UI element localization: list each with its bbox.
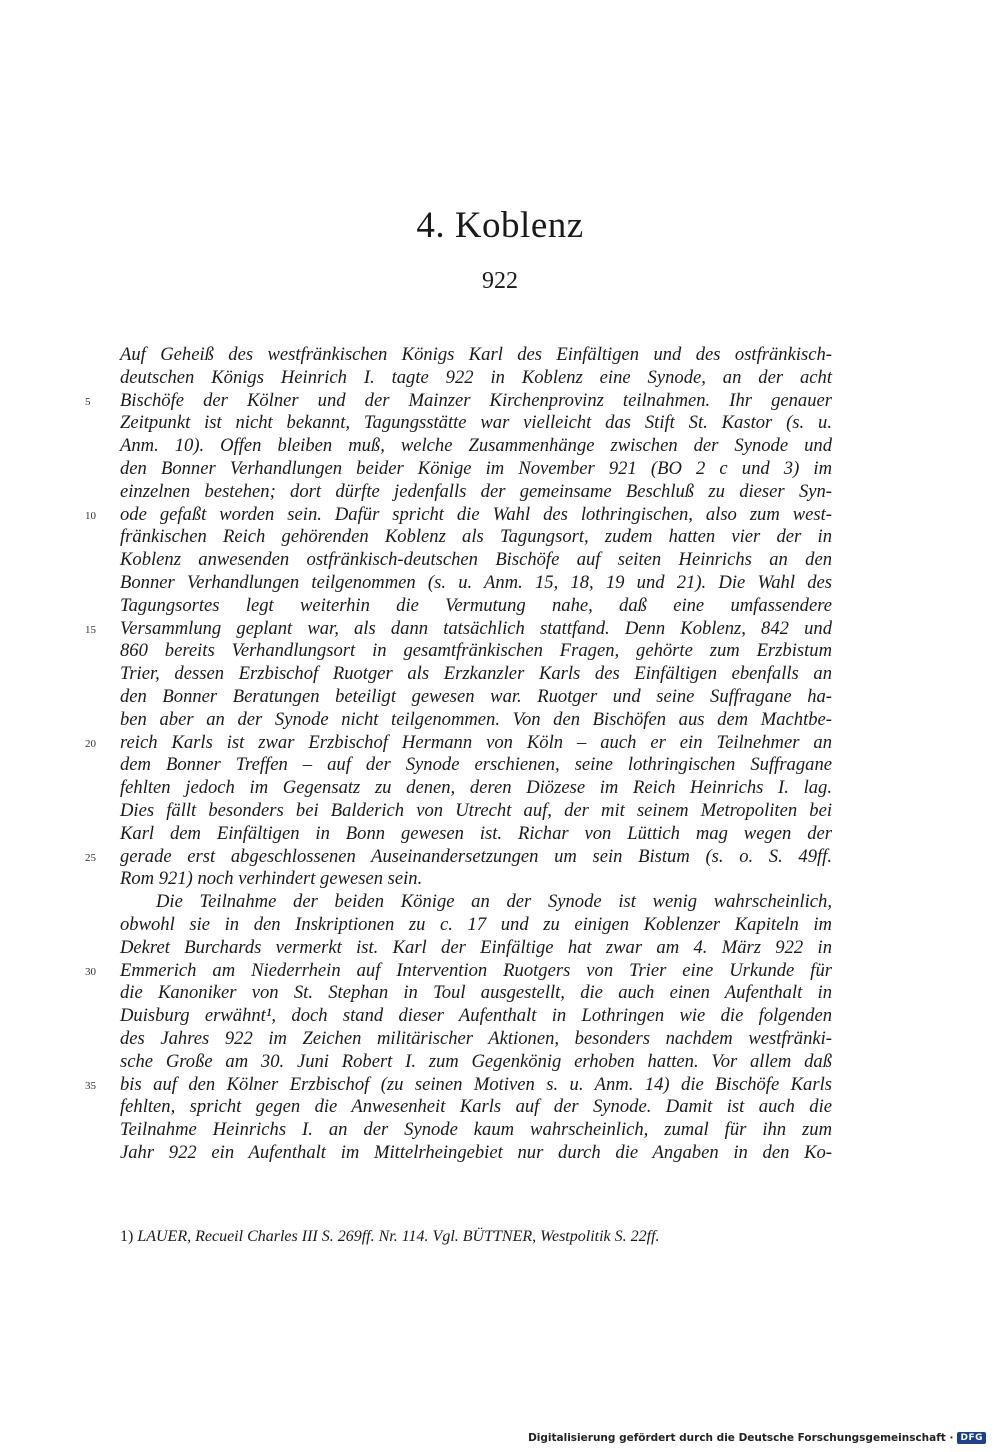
body-line: Auf Geheiß des westfränkischen Königs Karl des Einfältigen und des ostfränkisch- (120, 344, 832, 365)
chapter-year: 922 (482, 268, 518, 294)
body-line: einzelnen bestehen; dort dürfte jedenfalls der gemeinsame Beschluß zu dieser Syn- (120, 480, 832, 502)
body-line: gerade erst abgeschlossenen Auseinandersetzungen um sein Bistum (s. o. S. 49ff. (120, 845, 832, 867)
line-number: 30 (85, 965, 96, 978)
body-line: reich Karls ist zwar Erzbischof Hermann von Köln – auch er ein Teilnehmer an (120, 731, 832, 753)
footnote-text: LAUER, Recueil Charles III S. 269ff. Nr. 114. Vgl. BÜTTNER, Westpolitik S. 22ff. (137, 1228, 660, 1245)
body-line: Anm. 10). Offen bleiben muß, welche Zusammenhänge zwischen der Synode und (120, 435, 832, 457)
body-line: Dekret Burchards vermerkt ist. Karl der Einfältige hat zwar am 4. März 922 in (120, 936, 832, 958)
line-number: 35 (85, 1079, 96, 1092)
body-line: Karl dem Einfältigen in Bonn gewesen ist. Richar von Lüttich mag wegen der (120, 822, 832, 844)
body-text (120, 344, 832, 1165)
body-line: Duisburg erwähnt¹, doch stand dieser Aufenthalt in Lothringen wie die folgenden (120, 1005, 832, 1027)
body-line: Jahr 922 ein Aufenthalt im Mittelrheingebiet nur durch die Angaben in den Ko- (120, 1141, 832, 1163)
funding-footer (528, 1432, 986, 1444)
body-line: Bischöfe der Kölner und der Mainzer Kirchenprovinz teilnahmen. Ihr genauer (120, 389, 832, 411)
body-line: 860 bereits Verhandlungsort in gesamtfränkischen Fragen, gehörte zum Erzbistum (120, 640, 832, 662)
body-line: Dies fällt besonders bei Balderich von Utrecht auf, der mit seinem Metropoliten bei (120, 799, 832, 821)
body-line: Koblenz anwesenden ostfränkisch-deutschen Bischöfe auf seiten Heinrichs an den (120, 549, 832, 571)
body-line: obwohl sie in den Inskriptionen zu c. 17 und zu einigen Koblenzer Kapiteln im (120, 913, 832, 935)
line-number: 25 (85, 851, 96, 864)
chapter-title: 4. Koblenz (416, 205, 584, 246)
body-line: fehlten, spricht gegen die Anwesenheit Karls auf der Synode. Damit ist auch die (120, 1096, 832, 1118)
body-line: deutschen Königs Heinrich I. tagte 922 in Koblenz eine Synode, an der acht (120, 366, 832, 388)
body-line: Rom 921) noch verhindert gewesen sein. (120, 868, 423, 890)
line-number: 15 (85, 623, 96, 636)
body-line: fränkischen Reich gehörenden Koblenz als Tagungsort, zudem hatten vier der in (120, 526, 832, 548)
body-line: den Bonner Beratungen beteiligt gewesen war. Ruotger und seine Suffragane ha- (120, 685, 832, 707)
line-number: 5 (85, 395, 91, 408)
body-line: Trier, dessen Erzbischof Ruotger als Erzkanzler Karls des Einfältigen ebenfalls an (120, 663, 832, 685)
line-number: 20 (85, 737, 96, 750)
dfg-logo: DFG (957, 1432, 986, 1444)
body-line: ben aber an der Synode nicht teilgenommen. Von den Bischöfen aus dem Machtbe- (120, 708, 832, 730)
body-line: fehlten jedoch im Gegensatz zu denen, deren Diözese im Reich Heinrichs I. lag. (120, 777, 832, 799)
body-line: Emmerich am Niederrhein auf Intervention Ruotgers von Trier eine Urkunde für (120, 959, 832, 981)
body-line: ode gefaßt worden sein. Dafür spricht die Wahl des lothringischen, also zum west- (120, 503, 832, 525)
funding-text: Digitalisierung gefördert durch die Deutsche Forschungsgemeinschaft · (528, 1432, 954, 1444)
body-line: sche Große am 30. Juni Robert I. zum Gegenkönig erhoben hatten. Vor allem daß (120, 1050, 832, 1072)
body-line: Zeitpunkt ist nicht bekannt, Tagungsstätte war vielleicht das Stift St. Kastor (s. u. (120, 412, 832, 434)
body-line: Bonner Verhandlungen teilgenommen (s. u. Anm. 15, 18, 19 und 21). Die Wahl des (120, 571, 832, 593)
line-number: 10 (85, 509, 96, 522)
body-line: Teilnahme Heinrichs I. an der Synode kaum wahrscheinlich, zumal für ihn zum (120, 1119, 832, 1141)
body-line: den Bonner Verhandlungen beider Könige im November 921 (BO 2 c und 3) im (120, 457, 832, 479)
body-line: Versammlung geplant war, als dann tatsächlich stattfand. Denn Koblenz, 842 und (120, 617, 832, 639)
footnote (120, 1228, 660, 1246)
footnote-marker: 1) (120, 1228, 134, 1245)
body-line: bis auf den Kölner Erzbischof (zu seinen Motiven s. u. Anm. 14) die Bischöfe Karls (120, 1073, 832, 1095)
body-line: dem Bonner Treffen – auf der Synode erschienen, seine lothringischen Suffragane (120, 754, 832, 776)
body-line: Die Teilnahme der beiden Könige an der Synode ist wenig wahrscheinlich, (156, 891, 832, 913)
body-line: des Jahres 922 im Zeichen militärischer Aktionen, besonders nachdem westfränki- (120, 1027, 832, 1049)
body-line: Tagungsortes legt weiterhin die Vermutung nahe, daß eine umfassendere (120, 594, 832, 616)
body-line: die Kanoniker von St. Stephan in Toul ausgestellt, die auch einen Aufenthalt in (120, 982, 832, 1004)
